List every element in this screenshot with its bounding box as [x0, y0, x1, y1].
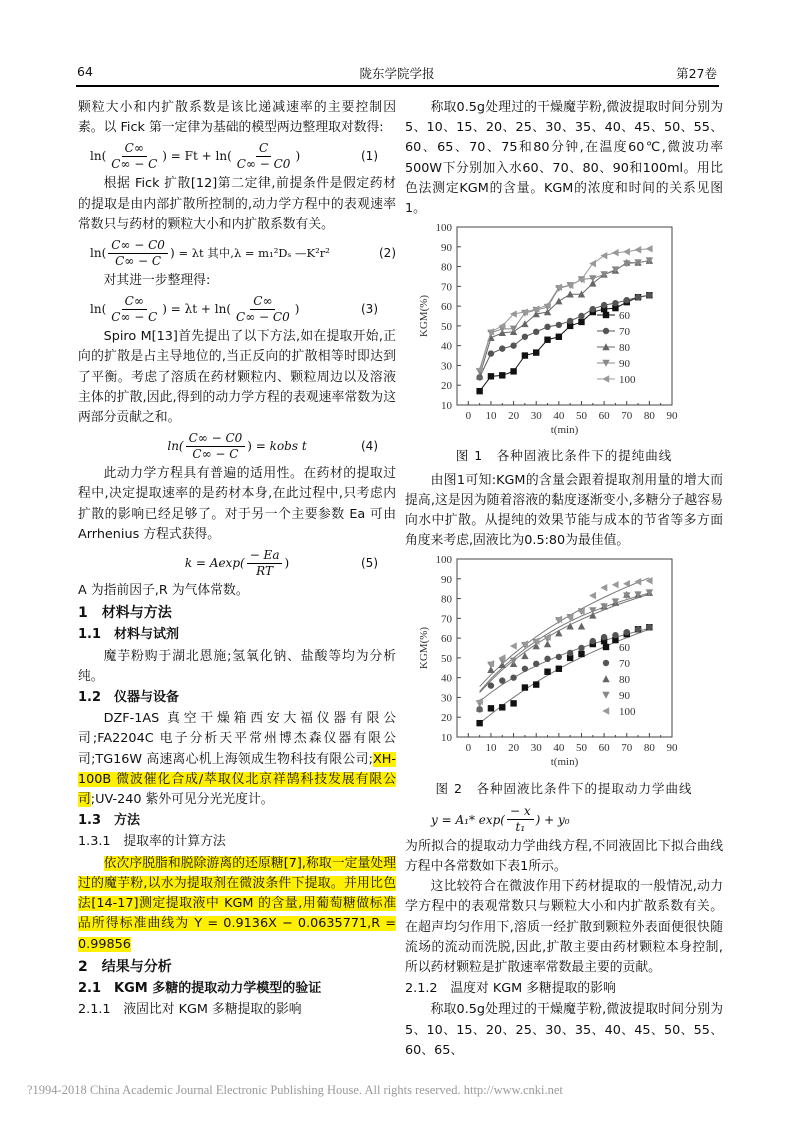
- eq-numerator: C∞: [122, 294, 147, 310]
- eq-text: k = Aexp(: [184, 555, 245, 570]
- eq-denominator: C∞ − C: [115, 253, 162, 268]
- data-point: [601, 302, 607, 308]
- x-tick-label: 70: [621, 742, 633, 755]
- legend-label: 100: [619, 374, 636, 387]
- eq-denominator: t₁: [515, 820, 526, 835]
- legend-label: 100: [619, 706, 636, 719]
- data-point: [578, 651, 584, 657]
- data-point: [567, 318, 573, 324]
- y-tick-label: 20: [441, 712, 452, 725]
- left-column: [78, 98, 396, 1021]
- data-point: [488, 351, 494, 357]
- data-point: [510, 701, 516, 707]
- data-point: [624, 629, 630, 635]
- data-point: [646, 624, 652, 630]
- subsubsection-heading: 2.1.1 液固比对 KGM 多糖提取的影响: [78, 1002, 302, 1018]
- data-point: [612, 300, 618, 306]
- paragraph: A 为指前因子,R 为气体常数。: [78, 583, 249, 599]
- x-tick-label: 80: [643, 742, 655, 755]
- x-tick-label: 40: [553, 410, 565, 423]
- y-tick-label: 40: [441, 340, 452, 353]
- data-point: [522, 334, 528, 340]
- y-tick-label: 10: [441, 400, 452, 413]
- eq-numerator: C: [256, 141, 271, 157]
- eq-text: ) + y₀: [535, 812, 570, 827]
- x-tick-label: 10: [485, 410, 497, 423]
- paragraph: 颗粒大小和内扩散系数是该比递减速率的主要控制因素。以 Fick 第一定律为基础的模型两边整理取对数得:: [78, 100, 396, 136]
- data-point: [556, 322, 562, 328]
- data-point: [533, 350, 539, 356]
- paragraph: Spiro M[13]首先提出了以下方法,如在提取开始,正向的扩散是占主导地位的,当正反向的扩散相等时即达到了平衡。考虑了溶质在药材颗粒内、颗粒周边以及溶液主体的扩散,因此,得到的动力学方程的表观速率常数为这两部分贡献之和。: [78, 329, 396, 426]
- paragraph: 魔芋粉购于湖北恩施;氢氧化钠、盐酸等均为分析纯。: [78, 648, 396, 684]
- eq-numerator: − Ea: [247, 548, 283, 564]
- equipment-text: DZF-1AS 真空干燥箱西安大福仪器有限公司;FA2204C 电子分析天平常州博杰森仪器有限公司;TG16W 高速离心机上海领成生物科技有限公司;: [78, 711, 396, 767]
- x-tick-label: 30: [530, 410, 542, 423]
- eq-text: = Ft + ln(: [170, 149, 232, 164]
- data-point: [544, 324, 550, 330]
- legend-marker: [603, 660, 609, 666]
- data-point: [578, 319, 584, 325]
- data-point: [578, 645, 584, 651]
- data-point: [522, 685, 528, 691]
- y-tick-label: 80: [441, 261, 452, 274]
- x-tick-label: 20: [508, 410, 520, 423]
- legend-marker: [603, 644, 609, 650]
- x-axis-label: t(min): [550, 756, 579, 769]
- eq-text: = λt + ln(: [170, 302, 232, 317]
- data-point: [556, 654, 562, 660]
- eq-denominator: C∞ − C: [111, 309, 158, 324]
- y-tick-label: 80: [441, 593, 452, 606]
- paragraph: 称取0.5g处理过的干燥魔芋粉,微波提取时间分别为5、10、15、20、25、30、35、40、45、50、55、60、65、70、75和80分钟,在温度60℃,微波功率500W下分别加入水60、70、80、90和100ml。用比色法测定KGM的含量。KGM的浓度和时间的关系见图1。: [405, 100, 723, 217]
- eq-numerator: C∞: [122, 141, 147, 157]
- x-tick-label: 30: [530, 742, 542, 755]
- y-tick-label: 50: [441, 653, 452, 666]
- data-point: [590, 638, 596, 644]
- paragraph: 此动力学方程具有普遍的适用性。在药材的提取过程中,决定提取速率的是药材本身,在此过程中,只考虑内扩散的影响已经足够了。对于另一个主要参数 Ea 可由 Arrhenius 方程式获得。: [78, 466, 396, 542]
- legend-label: 80: [619, 674, 630, 687]
- y-tick-label: 60: [441, 633, 452, 646]
- data-point: [533, 661, 539, 667]
- paragraph: 称取0.5g处理过的干燥魔芋粉,微波提取时间分别为5、10、15、20、25、30、35、40、45、50、55、60、65、: [405, 1002, 723, 1058]
- equation-number: (1): [361, 149, 378, 164]
- y-tick-label: 30: [441, 692, 452, 705]
- equation-2: ln( $\frac{C\infty - C0}{C\infty - C}$ ) = λt 其中,λ = m₁²Dₛ —K²r² (2): [90, 237, 396, 268]
- eq-denominator: C∞ − C0: [236, 156, 291, 171]
- eq-numerator: C∞: [250, 294, 275, 310]
- highlighted-text: XH-100B 微波催化合成/萃取仪北京祥鹄科技发展有限公司: [78, 751, 396, 808]
- eq-denominator: C∞ − C: [111, 156, 158, 171]
- y-axis-label: KGM(%): [418, 627, 430, 670]
- paragraph: 根据 Fick 扩散[12]第二定律,前提条件是假定药材的提取是由内部扩散所控制的,动力学方程中的表观速率常数只与药材的颗粒大小和内扩散系数有关。: [78, 176, 396, 232]
- equation-1: ln( $\frac{C\infty}{C\infty - C}$ ) = Ft + ln( $\frac{C}{C\infty - C0}$ ) (1): [90, 140, 378, 171]
- x-tick-label: 10: [485, 742, 497, 755]
- y-tick-label: 50: [441, 321, 452, 334]
- data-point: [590, 306, 596, 312]
- legend-label: 90: [619, 690, 630, 703]
- y-tick-label: 10: [441, 732, 452, 745]
- eq-text: = λt 其中,λ = m₁²Dₛ —K²r²: [178, 245, 330, 260]
- x-tick-label: 60: [598, 742, 610, 755]
- volume-label: 第27卷: [676, 66, 717, 81]
- data-point: [544, 669, 550, 675]
- data-point: [578, 313, 584, 319]
- x-tick-label: 50: [575, 410, 587, 423]
- figure-1-caption: 图 1 各种固液比条件下的提纯曲线: [455, 448, 673, 464]
- page-number: 64: [77, 64, 93, 79]
- figure-2-chart: [405, 551, 705, 769]
- legend-label: 70: [619, 658, 630, 671]
- data-point: [533, 329, 539, 335]
- figure-2: [405, 551, 723, 776]
- eq-denominator: C∞ − C0: [236, 309, 290, 324]
- legend-label: 80: [619, 342, 630, 355]
- y-tick-label: 40: [441, 673, 452, 686]
- equation-4: ln( $\frac{C\infty - C0}{C\infty - C}$ ) = kobs t (4): [167, 430, 378, 461]
- data-point: [533, 682, 539, 688]
- y-tick-label: 30: [441, 360, 452, 373]
- eq-trailing-text: [570, 810, 574, 830]
- highlighted-text: 依次序脱脂和脱除游离的还原糖[7],称取一定量处理过的魔芋粉,以水为提取剂在微波条件下提取。并用比色法[14-17]测定提取液中 KGM 的含量,用葡萄糖做标准品所得标准曲线为 Y = 0.9136X − 0.0635771,R = 0.99856: [78, 855, 396, 952]
- legend-marker: [603, 312, 609, 318]
- data-point: [499, 705, 505, 711]
- y-tick-label: 70: [441, 613, 452, 626]
- copyright-footer: ?1994-2018 China Academic Journal Electronic Publishing House. All rights reserved. http://www.cnki.net: [27, 1083, 563, 1097]
- data-point: [499, 678, 505, 684]
- y-tick-label: 100: [435, 222, 452, 235]
- eq-numerator: C∞ − C0: [108, 238, 168, 254]
- equation-number: (2): [379, 246, 396, 261]
- subsubsection-heading: 1.3.1 提取率的计算方法: [78, 834, 226, 850]
- figure-1: [405, 219, 723, 444]
- x-tick-label: 0: [465, 410, 472, 423]
- eq-denominator: C∞ − C: [192, 446, 239, 461]
- data-point: [488, 706, 494, 712]
- data-point: [510, 343, 516, 349]
- data-point: [522, 353, 528, 359]
- section-heading: 1 材料与方法: [78, 605, 172, 622]
- x-tick-label: 60: [598, 410, 610, 423]
- y-tick-label: 90: [441, 574, 452, 587]
- data-point: [510, 368, 516, 374]
- data-point: [567, 650, 573, 656]
- data-point: [522, 666, 528, 672]
- eq-numerator: C∞ − C0: [186, 431, 246, 447]
- equation-number: (4): [361, 439, 378, 454]
- data-point: [624, 297, 630, 303]
- equation-5: k = Aexp( $\frac{- Ea}{RT}$ ) (5): [184, 547, 378, 578]
- data-point: [635, 626, 641, 632]
- legend-label: 90: [619, 358, 630, 371]
- x-tick-label: 40: [553, 742, 565, 755]
- paragraph: 为所拟合的提取动力学曲线方程,不同液固比下拟合曲线方程中各常数如下表1所示。: [405, 838, 723, 875]
- x-axis-label: t(min): [550, 424, 579, 437]
- paragraph: [78, 854, 396, 955]
- x-tick-label: 20: [508, 742, 520, 755]
- legend-label: 60: [619, 310, 630, 323]
- figure-2-caption: 图 2 各种固液比条件下的提取动力学曲线: [435, 780, 693, 796]
- data-point: [499, 372, 505, 378]
- data-point: [544, 656, 550, 662]
- data-point: [612, 632, 618, 638]
- data-point: [488, 683, 494, 689]
- data-point: [556, 666, 562, 672]
- eq-numerator: − x: [507, 804, 534, 820]
- data-point: [601, 634, 607, 640]
- equipment-text: ;UV-240 紫外可见分光光度计。: [90, 792, 274, 808]
- eq-text: y = A₁* exp(: [431, 812, 505, 827]
- subsubsection-heading: 2.1.2 温度对 KGM 多糖提取的影响: [405, 981, 616, 997]
- eq-text: = kobs t: [255, 439, 307, 454]
- paragraph: [78, 709, 396, 810]
- x-tick-label: 50: [575, 742, 587, 755]
- y-axis-label: KGM(%): [418, 295, 430, 338]
- y-tick-label: 90: [441, 241, 452, 254]
- subsection-heading: 1.3 方法: [78, 813, 141, 829]
- data-point: [499, 346, 505, 352]
- data-point: [510, 675, 516, 681]
- header-rule: [76, 85, 719, 87]
- y-tick-label: 20: [441, 380, 452, 393]
- x-tick-label: 80: [643, 410, 655, 423]
- data-point: [556, 334, 562, 340]
- subsection-heading: 1.2 仪器与设备: [78, 690, 180, 706]
- equation-number: (5): [361, 556, 378, 571]
- data-point: [646, 292, 652, 298]
- x-tick-label: 70: [621, 410, 633, 423]
- equation-6: [405, 803, 723, 837]
- legend-label: 70: [619, 326, 630, 339]
- journal-title: 陇东学院学报: [359, 66, 435, 81]
- right-column: [405, 98, 723, 1061]
- paragraph: 这比较符合在微波作用下药材提取的一般情况,动力学方程中的表观常数只与颗粒大小和内扩散系数有关。在超声均匀作用下,溶质一经扩散到颗粒外表面便很快随流场的流动而洗脱,因此,扩散主要由药材颗粒本身控制,所以药材颗粒是扩散速率常数最主要的贡献。: [405, 879, 723, 976]
- x-tick-label: 90: [666, 742, 678, 755]
- data-point: [476, 388, 482, 394]
- section-heading: 2 结果与分析: [78, 958, 172, 975]
- legend-label: 60: [619, 642, 630, 655]
- eq-denominator: RT: [256, 563, 273, 578]
- equation-3: ln( $\frac{C\infty}{C\infty - C}$ ) = λt + ln( $\frac{C\infty}{C\infty - C0}$ ) (3): [90, 293, 378, 324]
- subsection-heading: 2.1 KGM 多糖的提取动力学模型的验证: [78, 980, 322, 996]
- x-tick-label: 90: [666, 410, 678, 423]
- y-tick-label: 100: [435, 554, 452, 567]
- x-tick-label: 0: [465, 742, 472, 755]
- paragraph: 由图1可知:KGM的含量会跟着提取剂用量的增大而提高,这是因为随着溶液的黏度逐渐变小,多糖分子越容易向水中扩散。从提纯的效果节能与成本的节省等多方面角度来考虑,固液比为0.5:80为最佳值。: [405, 472, 723, 549]
- figure-1-chart: [405, 219, 705, 437]
- subsection-heading: 1.1 材料与试剂: [78, 627, 180, 643]
- legend-marker: [603, 328, 609, 334]
- y-tick-label: 70: [441, 281, 452, 294]
- equation-number: (3): [361, 302, 378, 317]
- data-point: [476, 720, 482, 726]
- paragraph: 对其进一步整理得:: [103, 273, 211, 289]
- data-point: [488, 373, 494, 379]
- y-tick-label: 60: [441, 301, 452, 314]
- data-point: [544, 337, 550, 343]
- data-point: [635, 294, 641, 300]
